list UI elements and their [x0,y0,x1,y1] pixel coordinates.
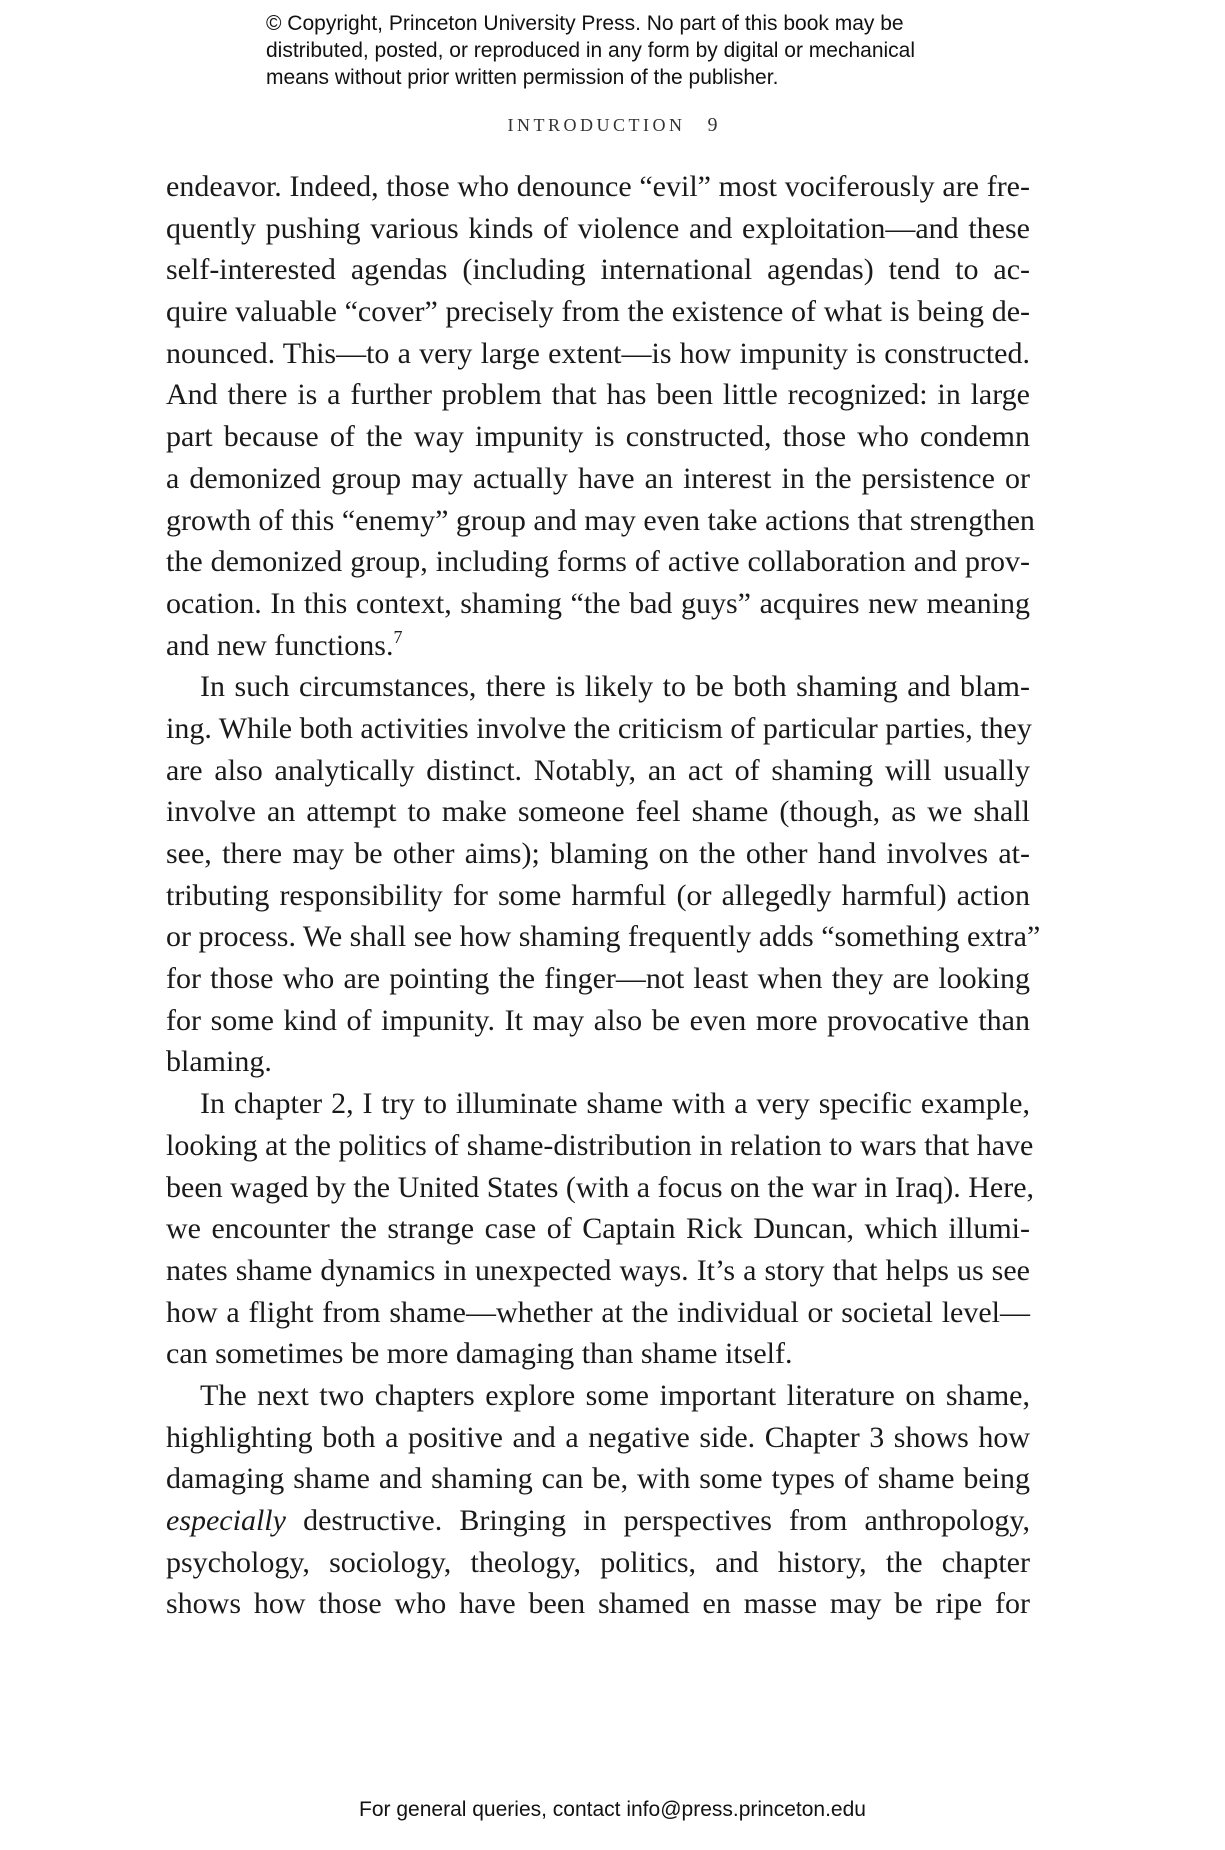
copyright-line: distributed, posted, or reproduced in any form by digital or mechanical [266,39,916,62]
text-line: psychology, sociology, theology, politics, and history, the chapter [166,1545,1030,1579]
text-line: The next two chapters explore some important literature on shame, [200,1378,1030,1412]
text-line: how a flight from shame—whether at the individual or societal level— [166,1295,1030,1329]
section-title: INTRODUCTION [507,115,686,135]
text-fragment: and new functions. [166,628,394,662]
text-line: for those who are pointing the finger—not least when they are looking [166,962,1030,996]
text-line: quently pushing various kinds of violence and exploitation—and these [166,211,1030,245]
page-number: 9 [707,114,718,136]
footer-contact: For general queries, contact info@press.princeton.edu [359,1798,866,1821]
text-line: ing. While both activities involve the criticism of particular parties, they [166,711,1032,745]
text-fragment: destructive. Bringing in perspectives from anthropology, [285,1504,1030,1537]
copyright-line: © Copyright, Princeton University Press. No part of this book may be [266,12,904,35]
text-line: nounced. This—to a very large extent—is how impunity is constructed. [166,336,1030,370]
text-line: can sometimes be more damaging than shame itself. [166,1337,793,1371]
text-line: self-interested agendas (including international agendas) tend to ac- [166,253,1030,287]
copyright-notice [266,10,986,91]
text-line [166,625,1030,667]
text-line: quire valuable “cover” precisely from the existence of what is being de- [166,295,1030,329]
text-line: a demonized group may actually have an interest in the persistence or [166,461,1030,495]
text-line: part because of the way impunity is constructed, those who condemn [166,420,1030,454]
emphasis-text: especially [166,1504,286,1537]
text-line: ocation. In this context, shaming “the bad guys” acquires new meaning [166,586,1030,620]
text-line: we encounter the strange case of Captain Rick Duncan, which illumi- [166,1212,1030,1246]
text-line: growth of this “enemy” group and may even take actions that strengthen [166,503,1035,537]
text-line: shows how those who have been shamed en masse may be ripe for [166,1587,1030,1621]
text-line: or process. We shall see how shaming frequently adds “something extra” [166,920,1041,954]
text-line: the demonized group, including forms of active collaboration and prov- [166,545,1030,579]
text-line: And there is a further problem that has been little recognized: in large [166,378,1030,412]
text-line: In such circumstances, there is likely to be both shaming and blam- [200,670,1030,704]
text-line: highlighting both a positive and a negative side. Chapter 3 shows how [166,1420,1030,1454]
text-line: been waged by the United States (with a focus on the war in Iraq). Here, [166,1170,1035,1204]
text-line: looking at the politics of shame-distribution in relation to wars that have [166,1128,1034,1162]
text-line: endeavor. Indeed, those who denounce “evil” most vociferously are fre- [166,170,1030,203]
copyright-line: means without prior written permission of the publisher. [266,66,779,89]
text-line: blaming. [166,1045,272,1079]
text-line: damaging shame and shaming can be, with some types of shame being [166,1462,1030,1496]
text-line: In chapter 2, I try to illuminate shame with a very specific example, [200,1087,1030,1121]
text-line [166,1500,1030,1542]
text-line: are also analytically distinct. Notably, an act of shaming will usually [166,753,1030,787]
text-line: nates shame dynamics in unexpected ways. It’s a story that helps us see [166,1253,1030,1287]
text-line: tributing responsibility for some harmful (or allegedly harmful) action [166,878,1030,912]
body-text [166,166,1041,1625]
text-line: involve an attempt to make someone feel shame (though, as we shall [166,795,1030,829]
footnote-marker: 7 [393,626,403,647]
running-head [0,114,1225,137]
text-line: for some kind of impunity. It may also be even more provocative than [166,1003,1030,1037]
text-line: see, there may be other aims); blaming on the other hand involves at- [166,837,1030,870]
